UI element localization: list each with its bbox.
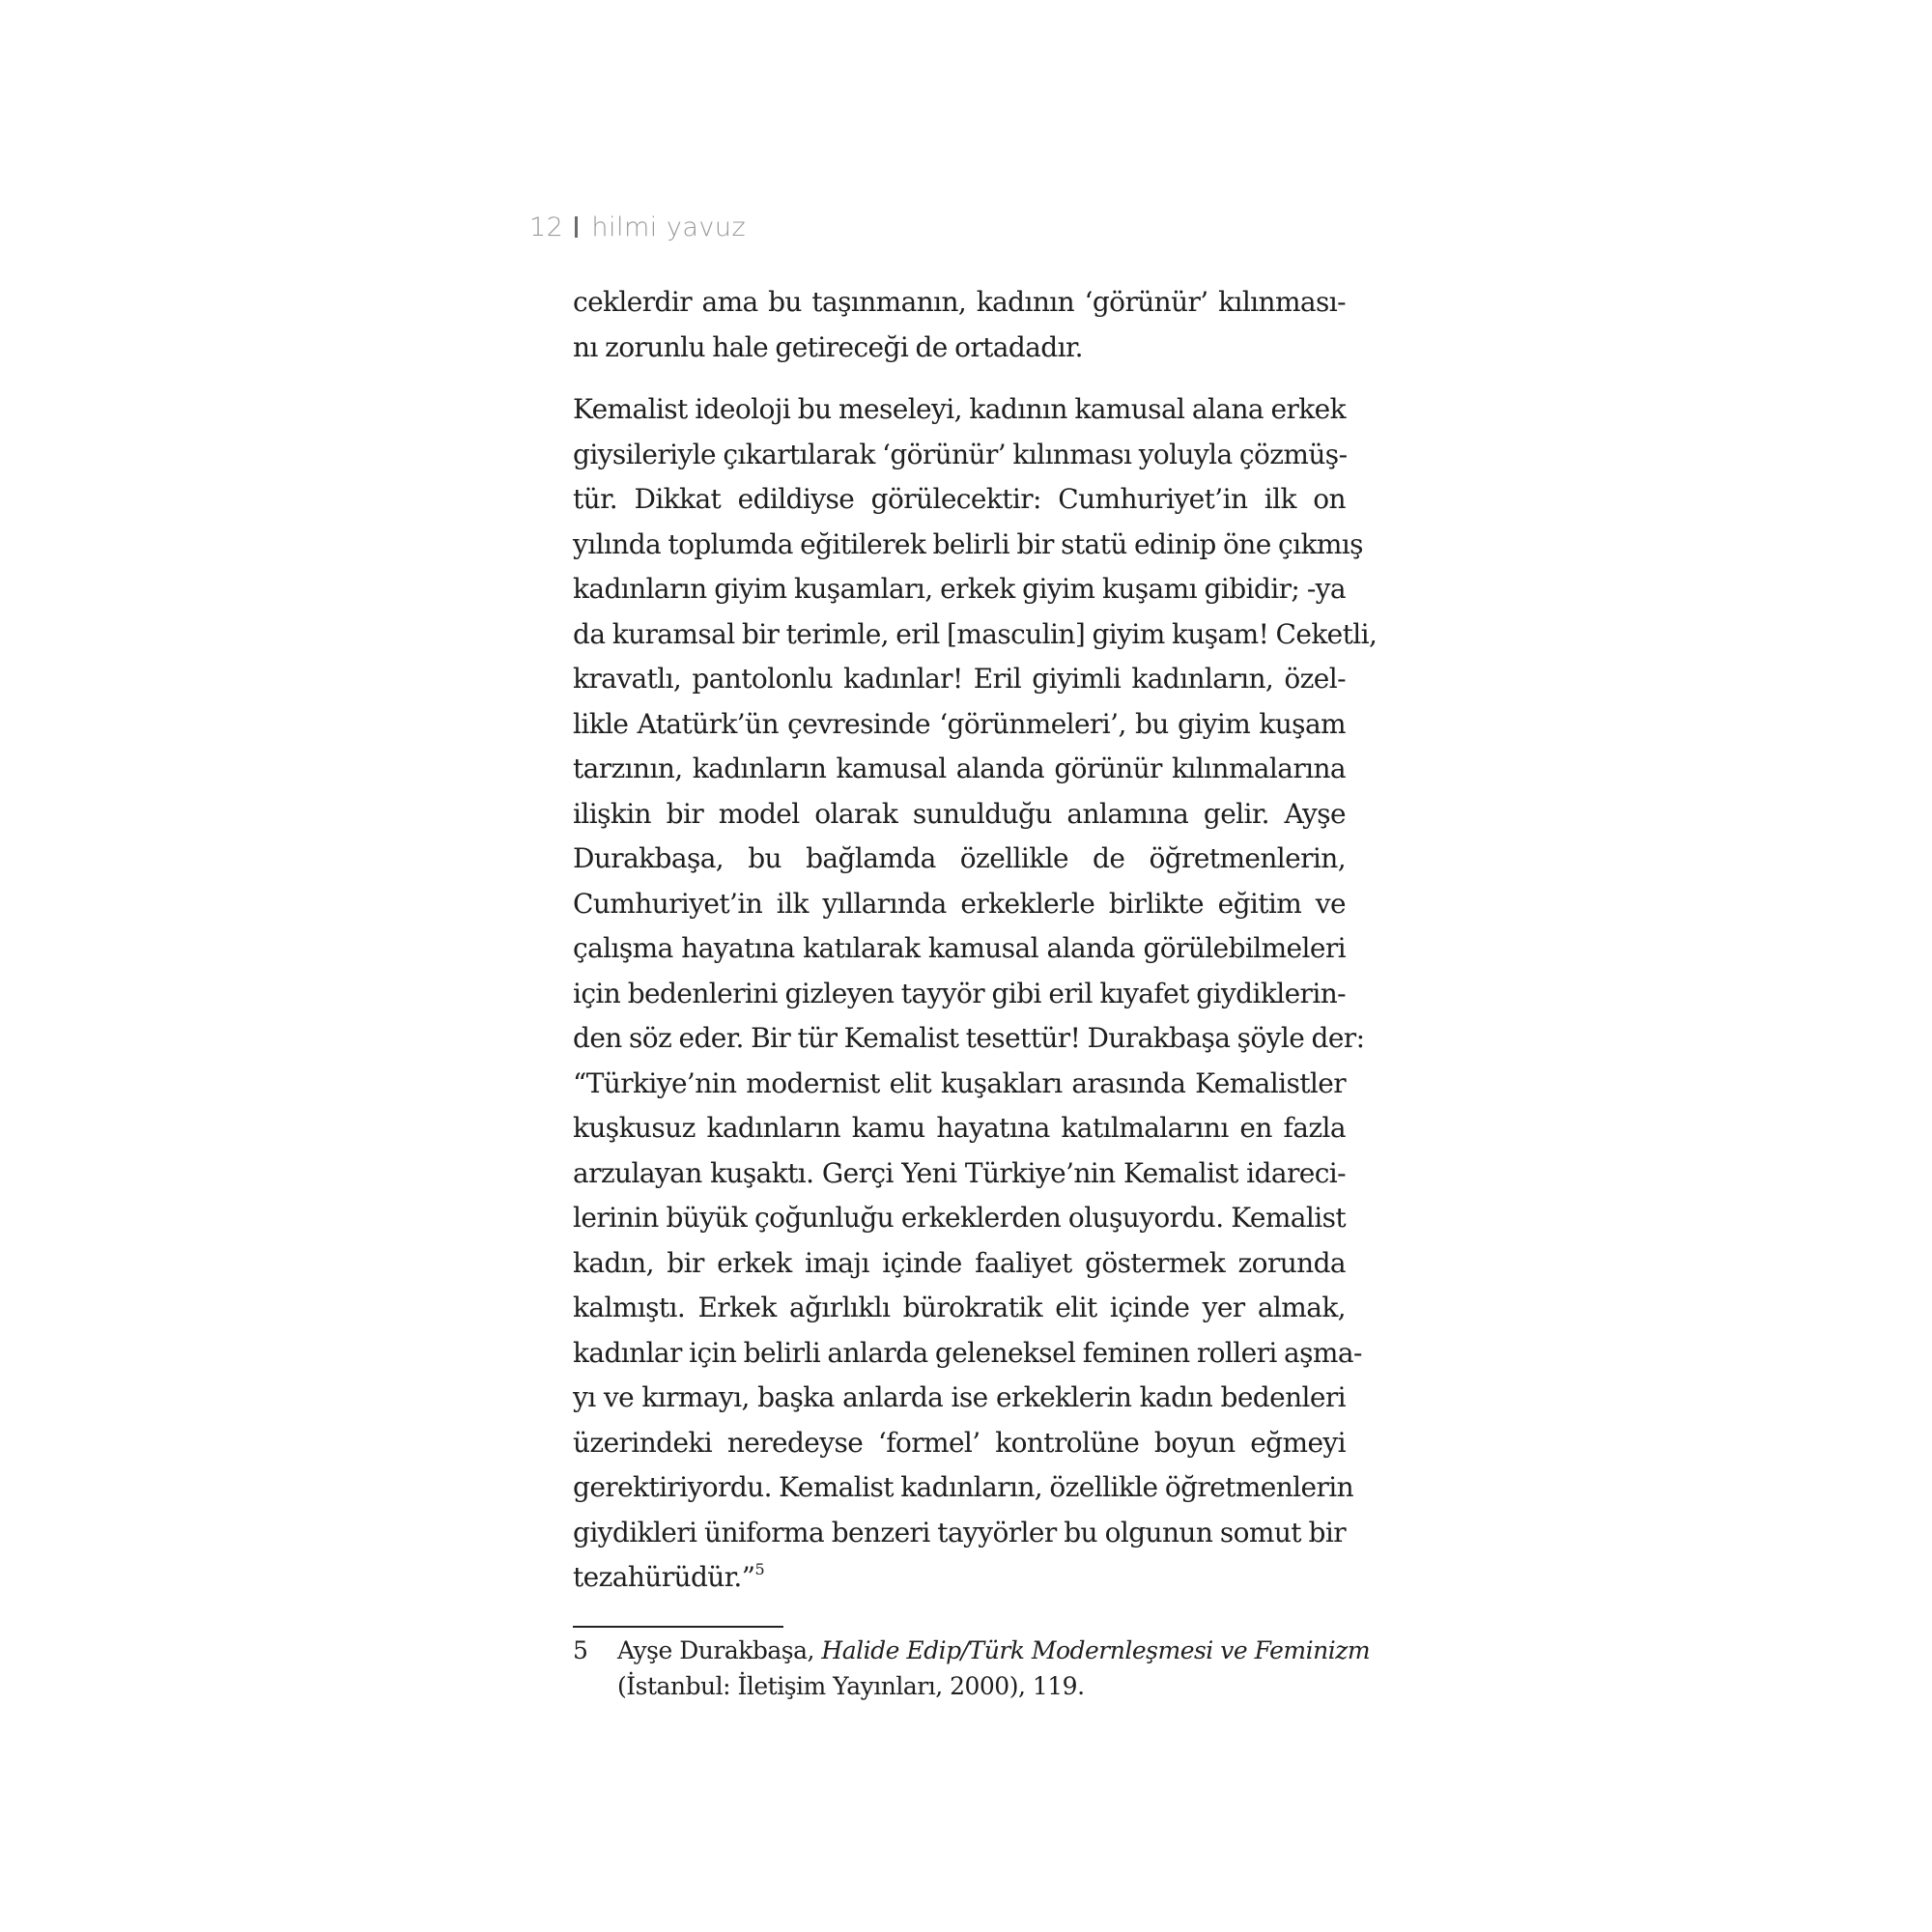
- footnote-publication: (İstanbul: İletişim Yayınları, 2000), 119.: [617, 1672, 1085, 1700]
- text-line: kalmıştı. Erkek ağırlıklı bürokratik elit içinde yer almak,: [573, 1292, 1346, 1323]
- text-line-final: [573, 1555, 1346, 1601]
- text-line: lerinin büyük çoğunluğu erkeklerden oluşuyordu. Kemalist: [573, 1202, 1346, 1234]
- separator-bar: [575, 216, 578, 238]
- text-line: giysileriyle çıkartılarak ‘görünür’ kılınması yoluyla çözmüş-: [573, 438, 1348, 470]
- footnote-rule: [573, 1626, 783, 1628]
- footnote-citation: [617, 1633, 1370, 1668]
- running-head-author: hilmi yavuz: [591, 213, 747, 242]
- text-line: Kemalist ideoloji bu meseleyi, kadının kamusal alana erkek: [573, 393, 1346, 425]
- running-head: [529, 213, 746, 242]
- footnote-author: Ayşe Durakbaşa,: [617, 1636, 822, 1664]
- footnote-reference[interactable]: 5: [754, 1560, 765, 1578]
- text-line: kuşkusuz kadınların kamu hayatına katılmalarını en fazla: [573, 1112, 1346, 1144]
- text-line: üzerindeki neredeyse ‘formel’ kontrolüne boyun eğmeyi: [573, 1426, 1346, 1459]
- paragraph-2: [573, 387, 1378, 1601]
- text-line: Durakbaşa, bu bağlamda özellikle de öğretmenlerin,: [573, 842, 1346, 874]
- text-line: Cumhuriyet’in ilk yıllarında erkeklerle birlikte eğitim ve: [573, 887, 1346, 920]
- text-line: kadınlar için belirli anlarda geleneksel feminen rolleri aşma-: [573, 1336, 1362, 1369]
- body-text: [573, 280, 1378, 1601]
- text-line: çalışma hayatına katılarak kamusal alanda görülebilmeleri: [573, 932, 1346, 964]
- footnote-first-line: [573, 1633, 1371, 1668]
- text-line: ceklerdir ama bu taşınmanın, kadının ‘görünür’ kılınması-: [573, 286, 1346, 318]
- paragraph-gap: [573, 370, 1346, 387]
- page-number: 12: [529, 213, 564, 242]
- text-line: den söz eder. Bir tür Kemalist tesettür! Durakbaşa şöyle der:: [573, 1022, 1365, 1054]
- text-line: tarzının, kadınların kamusal alanda görünür kılınmalarına: [573, 753, 1346, 784]
- text-line: kadın, bir erkek imajı içinde faaliyet göstermek zorunda: [573, 1246, 1346, 1279]
- footnote-title: Halide Edip/Türk Modernleşmesi ve Feminizm: [821, 1636, 1371, 1664]
- text-line: tezahürüdür.”: [573, 1561, 755, 1593]
- text-line: “Türkiye’nin modernist elit kuşakları arasında Kemalistler: [573, 1066, 1346, 1099]
- text-line: arzulayan kuşaktı. Gerçi Yeni Türkiye’nin Kemalist idareci-: [573, 1156, 1346, 1189]
- text-line: tür. Dikkat edildiyse görülecektir: Cumhuriyet’in ilk on: [573, 483, 1346, 515]
- text-line: likle Atatürk’ün çevresinde ‘görünmeleri’, bu giyim kuşam: [573, 707, 1346, 740]
- text-line: kravatlı, pantolonlu kadınlar! Eril giyimli kadınların, özel-: [573, 663, 1346, 695]
- paragraph-1: [573, 280, 1346, 370]
- text-line: yı ve kırmayı, başka anlarda ise erkeklerin kadın bedenleri: [573, 1381, 1346, 1413]
- text-line: nı zorunlu hale getireceği de ortadadır.: [573, 330, 1083, 363]
- text-line: gerektiriyordu. Kemalist kadınların, özellikle öğretmenlerin: [573, 1471, 1354, 1503]
- text-line: ilişkin bir model olarak sunulduğu anlamına gelir. Ayşe: [573, 797, 1346, 830]
- footnote: [573, 1633, 1371, 1704]
- text-line: da kuramsal bir terimle, eril [masculin] giyim kuşam! Ceketli,: [573, 617, 1378, 650]
- text-line: kadınların giyim kuşamları, erkek giyim kuşamı gibidir; -ya: [573, 573, 1346, 605]
- text-line: için bedenlerini gizleyen tayyör gibi eril kıyafet giydiklerin-: [573, 977, 1346, 1009]
- footnote-number: 5: [573, 1636, 588, 1664]
- text-line: giydikleri üniforma benzeri tayyörler bu olgunun somut bir: [573, 1516, 1346, 1548]
- text-line: yılında toplumda eğitilerek belirli bir statü edinip öne çıkmış: [573, 527, 1363, 560]
